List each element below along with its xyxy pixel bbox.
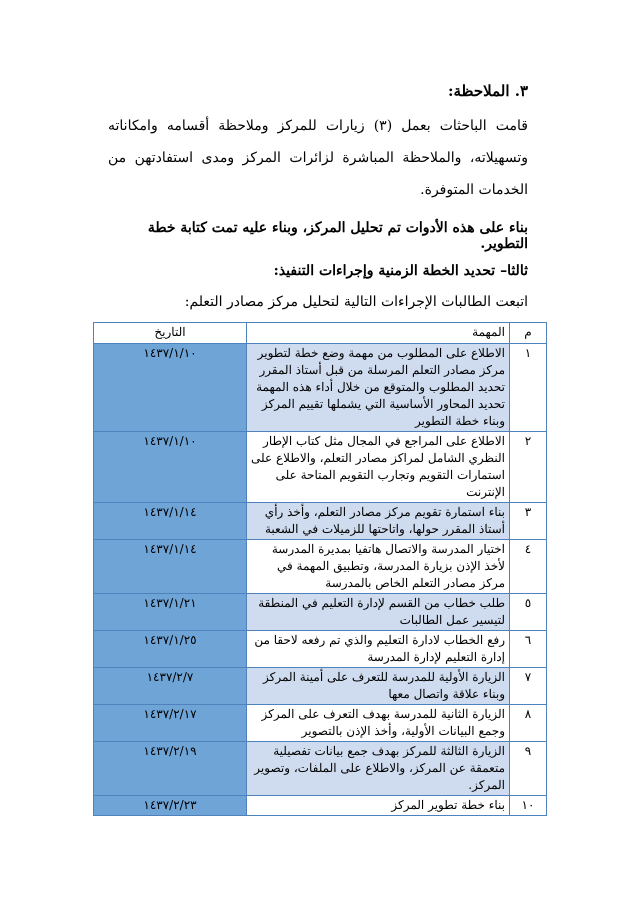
table-row [94, 344, 547, 432]
observation-paragraph: قامت الباحثات بعمل (٣) زيارات للمركز وملاحظة أقسامه وامكاناته وتسهيلاته، والملاحظة المباشرة لزائرات المركز ومدى استفادتهن من الخدمات المتوفرة. [108, 118, 528, 198]
row-num: ١٠ [510, 796, 547, 816]
row-task: الزيارة الثانية للمدرسة بهدف التعرف على المركز وجمع البيانات الأولية، وأخذ الإذن بالتصوير [247, 705, 510, 742]
row-num: ٦ [510, 631, 547, 668]
row-num: ٥ [510, 594, 547, 631]
row-task: بناء استمارة تقويم مركز مصادر التعلم، وأخذ رأي أستاذ المقرر حولها، واتاحتها للزميلات في الشعبة [247, 503, 510, 540]
row-date: ١٤٣٧/١/٢١ [94, 594, 247, 631]
header-num: م [510, 323, 547, 344]
header-date: التاريخ [94, 323, 247, 344]
table-row [94, 668, 547, 705]
row-num: ٢ [510, 432, 547, 503]
row-date: ١٤٣٧/١/١٤ [94, 540, 247, 594]
table-row [94, 742, 547, 796]
intro-line: اتبعت الطالبات الإجراءات التالية لتحليل مركز مصادر التعلم: [184, 294, 528, 310]
section-title-timeline: ثالثا– تحديد الخطة الزمنية وإجراءات التنفيذ: [273, 263, 528, 279]
row-task: الزيارة الثالثة للمركز بهدف جمع بيانات تفصيلية متعمقة عن المركز، والاطلاع على الملفات، وتصوير المركز. [247, 742, 510, 796]
procedures-table [93, 322, 547, 816]
row-date: ١٤٣٧/١/١٤ [94, 503, 247, 540]
row-date: ١٤٣٧/١/١٠ [94, 432, 247, 503]
table-row [94, 432, 547, 503]
row-task: رفع الخطاب لادارة التعليم والذي تم رفعه لاحقا من إدارة التعليم لإدارة المدرسة [247, 631, 510, 668]
row-date: ١٤٣٧/٢/٧ [94, 668, 247, 705]
section-heading-observation: ٣. الملاحظة: [447, 82, 528, 100]
table-row [94, 631, 547, 668]
row-date: ١٤٣٧/٢/١٧ [94, 705, 247, 742]
row-num: ٧ [510, 668, 547, 705]
row-task: الزيارة الأولية للمدرسة للتعرف على أمينة المركز وبناء علاقة واتصال معها [247, 668, 510, 705]
row-task: الاطلاع على المطلوب من مهمة وضع خطة لتطوير مركز مصادر التعلم المرسلة من قبل أستاذ المقرر تحديد المطلوب والمتوقع من خلال أداء هذه المهمة تحديد المحاور الأساسية التي يشملها تقييم المركز وبناء خطة التطوير [247, 344, 510, 432]
row-num: ٤ [510, 540, 547, 594]
row-task: بناء خطة تطوير المركز [247, 796, 510, 816]
row-date: ١٤٣٧/١/١٠ [94, 344, 247, 432]
row-date: ١٤٣٧/٢/١٩ [94, 742, 247, 796]
row-num: ٩ [510, 742, 547, 796]
table-row [94, 594, 547, 631]
table-row [94, 705, 547, 742]
row-date: ١٤٣٧/١/٢٥ [94, 631, 247, 668]
table-row [94, 503, 547, 540]
conclusion-line: بناء على هذه الأدوات تم تحليل المركز، وبناء عليه تمت كتابة خطة التطوير. [147, 220, 528, 252]
row-task: طلب خطاب من القسم لإدارة التعليم في المنطقة لتيسير عمل الطالبات [247, 594, 510, 631]
row-date: ١٤٣٧/٢/٢٣ [94, 796, 247, 816]
row-task: اختيار المدرسة والاتصال هاتفيا بمديرة المدرسة لأخذ الإذن بزيارة المدرسة، وتطبيق المهمة في مركز مصادر التعلم الخاص بالمدرسة [247, 540, 510, 594]
table-row [94, 796, 547, 816]
table-row [94, 540, 547, 594]
header-task: المهمة [247, 323, 510, 344]
row-num: ٣ [510, 503, 547, 540]
table-header-row [94, 323, 547, 344]
row-num: ٨ [510, 705, 547, 742]
row-num: ١ [510, 344, 547, 432]
row-task: الاطلاع على المراجع في المجال مثل كتاب الإطار النظري الشامل لمراكز مصادر التعلم، والاطلاع على استمارات التقويم وتجارب التقويم المتاحة على الإنترنت [247, 432, 510, 503]
